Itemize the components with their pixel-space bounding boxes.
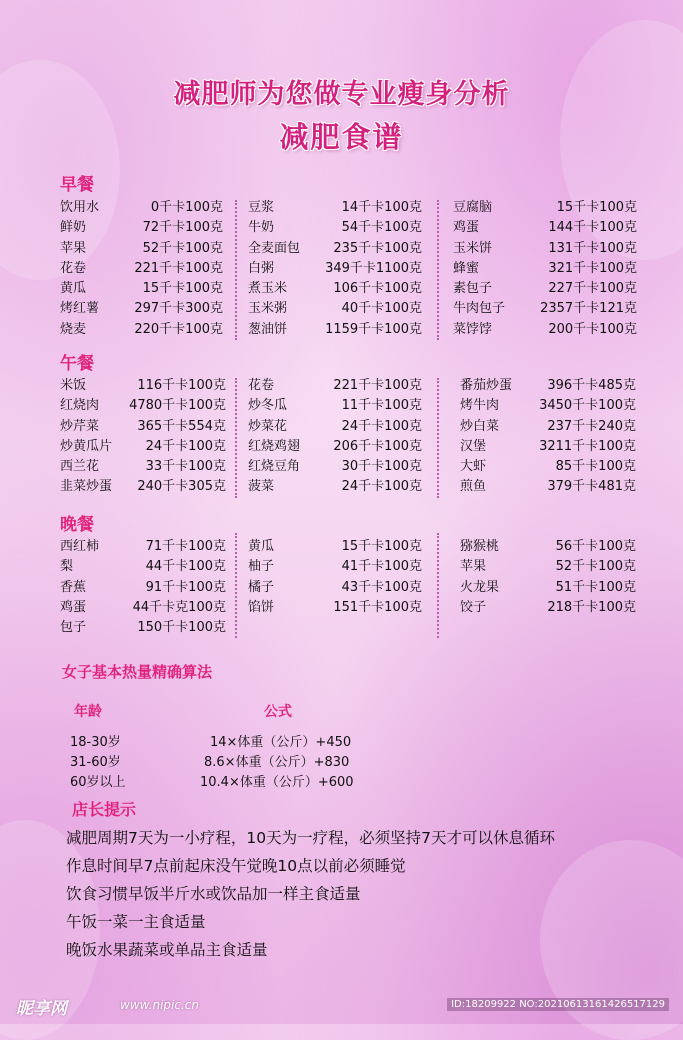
food-name: 包子: [60, 620, 87, 636]
lunch-column-3: [460, 376, 636, 498]
food-name: 菜饽饽: [453, 321, 493, 337]
food-item: [248, 376, 422, 396]
food-calories: 44千卡克100克: [132, 599, 226, 615]
food-item: [460, 376, 636, 396]
food-item: [453, 218, 637, 238]
food-item: [60, 218, 223, 238]
food-calories: 144千卡100克: [548, 220, 637, 236]
food-name: 煮玉米: [248, 281, 288, 297]
food-calories: 200千卡100克: [548, 321, 637, 337]
food-name: 烧麦: [60, 321, 87, 337]
food-item: [60, 578, 226, 598]
food-item: [460, 417, 636, 437]
food-calories: 151千卡100克: [333, 599, 422, 615]
food-item: [453, 259, 637, 279]
food-calories: 227千卡100克: [548, 281, 637, 297]
food-calories: 56千卡100克: [555, 539, 636, 554]
food-name: 全麦面包: [248, 240, 301, 256]
food-calories: 24千卡100克: [341, 479, 422, 495]
food-item: [248, 279, 422, 299]
food-item: [60, 598, 226, 618]
food-item: [60, 396, 226, 416]
food-name: 黄瓜: [60, 281, 87, 297]
food-name: 白粥: [248, 260, 275, 276]
section-title-breakfast: 早餐: [60, 175, 94, 195]
food-name: 橘子: [248, 579, 275, 595]
food-name: 花卷: [60, 260, 87, 276]
food-name: 西红柿: [60, 539, 100, 554]
food-item: [248, 578, 422, 598]
food-item: [60, 376, 226, 396]
tips-title: 店长提示: [72, 800, 137, 819]
food-item: [60, 198, 223, 218]
food-calories: 85千卡100克: [555, 459, 636, 475]
food-calories: 52千卡100克: [142, 240, 223, 256]
food-item: [248, 598, 422, 618]
food-calories: 116千卡100克: [137, 378, 226, 393]
formula-header: 公式: [264, 704, 292, 720]
food-item: [248, 259, 422, 279]
watermark-url: www.nipic.cn: [120, 998, 199, 1012]
food-calories: 221千卡100克: [333, 378, 422, 393]
food-calories: 15千卡100克: [556, 200, 637, 215]
watermark-logo: 昵享网: [16, 999, 67, 1019]
food-name: 炒冬瓜: [248, 398, 288, 414]
food-name: 韭菜炒蛋: [60, 479, 113, 495]
column-divider: [437, 200, 439, 340]
food-calories: 72千卡100克: [142, 220, 223, 236]
page-subtitle: 减肥食谱: [279, 120, 404, 154]
food-item: [460, 437, 636, 457]
food-calories: 150千卡100克: [137, 620, 226, 636]
lunch-column-2: [248, 376, 422, 498]
food-item: [60, 417, 226, 437]
formula-age: 18-30岁: [70, 735, 121, 750]
dinner-column-2: [248, 537, 422, 618]
section-title-dinner: 晚餐: [60, 515, 94, 535]
food-item: [460, 477, 636, 497]
food-calories: 3211千卡100克: [539, 438, 636, 454]
tip-line: 减肥周期7天为一小疗程，10天为一疗程，必须坚持7天才可以休息循环: [66, 829, 555, 847]
image-id-label: ID:18209922 NO:20210613161426517129: [447, 998, 669, 1011]
food-item: [60, 437, 226, 457]
food-item: [60, 457, 226, 477]
food-calories: 106千卡100克: [333, 281, 422, 297]
food-calories: 0千卡100克: [150, 200, 223, 215]
food-calories: 44千卡100克: [145, 559, 226, 575]
food-name: 梨: [60, 559, 74, 575]
food-item: [460, 537, 636, 557]
food-calories: 221千卡100克: [134, 260, 223, 276]
food-item: [453, 299, 637, 319]
food-item: [460, 578, 636, 598]
food-calories: 15千卡100克: [341, 539, 422, 554]
food-name: 猕猴桃: [460, 539, 500, 554]
food-item: [248, 320, 422, 340]
food-name: 炒白菜: [460, 418, 500, 434]
formula-title: 女子基本热量精确算法: [62, 663, 213, 681]
food-calories: 349千卡1100克: [325, 260, 422, 276]
food-name: 柚子: [248, 559, 275, 575]
food-calories: 218千卡100克: [547, 599, 636, 615]
formula-value: 8.6×体重（公斤）+830: [204, 755, 350, 770]
food-calories: 4780千卡100克: [129, 398, 226, 414]
food-name: 红烧鸡翅: [248, 438, 301, 454]
food-item: [248, 437, 422, 457]
food-item: [60, 537, 226, 557]
food-name: 花卷: [248, 378, 275, 393]
formula-row: [70, 771, 400, 791]
food-calories: 24千卡100克: [145, 438, 226, 454]
food-calories: 33千卡100克: [145, 459, 226, 475]
dinner-column-1: [60, 537, 226, 638]
food-calories: 71千卡100克: [145, 539, 226, 554]
formula-row: [70, 751, 400, 771]
food-name: 牛奶: [248, 220, 275, 236]
food-item: [453, 239, 637, 259]
food-item: [248, 299, 422, 319]
food-name: 饮用水: [60, 200, 100, 215]
food-item: [60, 320, 223, 340]
food-calories: 1159千卡100克: [325, 321, 422, 337]
lunch-column-1: [60, 376, 226, 498]
food-name: 炒菜花: [248, 418, 288, 434]
food-calories: 240千卡305克: [137, 479, 226, 495]
food-name: 炒黄瓜片: [60, 438, 113, 454]
food-item: [248, 218, 422, 238]
food-name: 蜂蜜: [453, 260, 480, 276]
tip-line: 午饭一菜一主食适量: [66, 913, 206, 931]
food-item: [248, 557, 422, 577]
food-name: 玉米饼: [453, 240, 493, 256]
food-name: 牛肉包子: [453, 301, 506, 317]
food-name: 米饭: [60, 378, 87, 393]
food-item: [60, 299, 223, 319]
food-item: [248, 537, 422, 557]
food-calories: 91千卡100克: [145, 579, 226, 595]
food-calories: 2357千卡121克: [540, 301, 637, 317]
food-item: [460, 457, 636, 477]
food-name: 鸡蛋: [453, 220, 480, 236]
formula-value: 14×体重（公斤）+450: [210, 735, 352, 750]
food-name: 大虾: [460, 459, 487, 475]
food-name: 苹果: [60, 240, 87, 256]
food-item: [453, 198, 637, 218]
food-calories: 14千卡100克: [341, 200, 422, 215]
food-name: 玉米粥: [248, 301, 288, 317]
food-item: [460, 396, 636, 416]
food-name: 烤红薯: [60, 301, 100, 317]
food-calories: 43千卡100克: [341, 579, 422, 595]
food-name: 素包子: [453, 281, 493, 297]
food-calories: 220千卡100克: [134, 321, 223, 337]
breakfast-column-3: [453, 198, 637, 340]
food-item: [460, 557, 636, 577]
food-item: [60, 477, 226, 497]
food-name: 红烧豆角: [248, 459, 301, 475]
food-name: 煎鱼: [460, 479, 487, 495]
formula-row: [70, 731, 400, 751]
tip-line: 饮食习惯早饭半斤水或饮品加一样主食适量: [66, 885, 361, 903]
food-calories: 24千卡100克: [341, 418, 422, 434]
food-item: [248, 417, 422, 437]
food-item: [60, 239, 223, 259]
food-name: 炒芹菜: [60, 418, 100, 434]
food-item: [248, 477, 422, 497]
food-item: [60, 279, 223, 299]
food-calories: 40千卡100克: [341, 301, 422, 317]
food-calories: 51千卡100克: [555, 579, 636, 595]
dinner-column-3: [460, 537, 636, 618]
food-item: [60, 618, 226, 638]
age-header: 年龄: [74, 704, 102, 720]
food-calories: 235千卡100克: [333, 240, 422, 256]
food-calories: 30千卡100克: [341, 459, 422, 475]
food-name: 馅饼: [248, 599, 275, 615]
food-calories: 297千卡300克: [134, 301, 223, 317]
food-item: [248, 396, 422, 416]
food-calories: 3450千卡100克: [539, 398, 636, 414]
food-calories: 54千卡100克: [341, 220, 422, 236]
food-calories: 11千卡100克: [341, 398, 422, 414]
food-calories: 237千卡240克: [547, 418, 636, 434]
food-name: 黄瓜: [248, 539, 275, 554]
column-divider: [437, 533, 439, 638]
food-name: 烤牛肉: [460, 398, 500, 414]
food-name: 葱油饼: [248, 321, 288, 337]
food-item: [248, 198, 422, 218]
food-name: 香蕉: [60, 579, 87, 595]
formula-age: 31-60岁: [70, 755, 121, 770]
page-title: 减肥师为您做专业瘦身分析: [173, 79, 510, 110]
breakfast-column-2: [248, 198, 422, 340]
food-name: 西兰花: [60, 459, 100, 475]
food-name: 菠菜: [248, 479, 275, 495]
food-calories: 52千卡100克: [555, 559, 636, 575]
food-calories: 321千卡100克: [548, 260, 637, 276]
column-divider: [437, 378, 439, 498]
food-calories: 379千卡481克: [547, 479, 636, 495]
food-calories: 365千卡554克: [137, 418, 226, 434]
food-item: [248, 239, 422, 259]
food-name: 鸡蛋: [60, 599, 87, 615]
food-item: [60, 557, 226, 577]
food-name: 红烧肉: [60, 398, 100, 414]
food-calories: 15千卡100克: [142, 281, 223, 297]
food-item: [453, 320, 637, 340]
food-calories: 396千卡485克: [547, 378, 636, 393]
food-calories: 206千卡100克: [333, 438, 422, 454]
food-name: 鲜奶: [60, 220, 87, 236]
food-calories: 41千卡100克: [341, 559, 422, 575]
column-divider: [235, 378, 237, 498]
food-name: 豆腐脑: [453, 200, 493, 215]
tip-line: 晚饭水果蔬菜或单品主食适量: [66, 941, 268, 959]
food-calories: 131千卡100克: [548, 240, 637, 256]
section-title-lunch: 午餐: [60, 354, 94, 374]
food-item: [60, 259, 223, 279]
food-name: 汉堡: [460, 438, 487, 454]
food-name: 火龙果: [460, 579, 500, 595]
food-item: [460, 598, 636, 618]
food-name: 豆浆: [248, 200, 275, 215]
formula-value: 10.4×体重（公斤）+600: [200, 775, 354, 790]
column-divider: [235, 533, 237, 638]
food-item: [453, 279, 637, 299]
food-name: 饺子: [460, 599, 487, 615]
breakfast-column-1: [60, 198, 223, 340]
column-divider: [235, 200, 237, 340]
food-name: 番茄炒蛋: [460, 378, 513, 393]
formula-age: 60岁以上: [70, 775, 126, 790]
food-item: [248, 457, 422, 477]
tip-line: 作息时间早7点前起床没午觉晚10点以前必须睡觉: [66, 857, 406, 875]
food-name: 苹果: [460, 559, 487, 575]
